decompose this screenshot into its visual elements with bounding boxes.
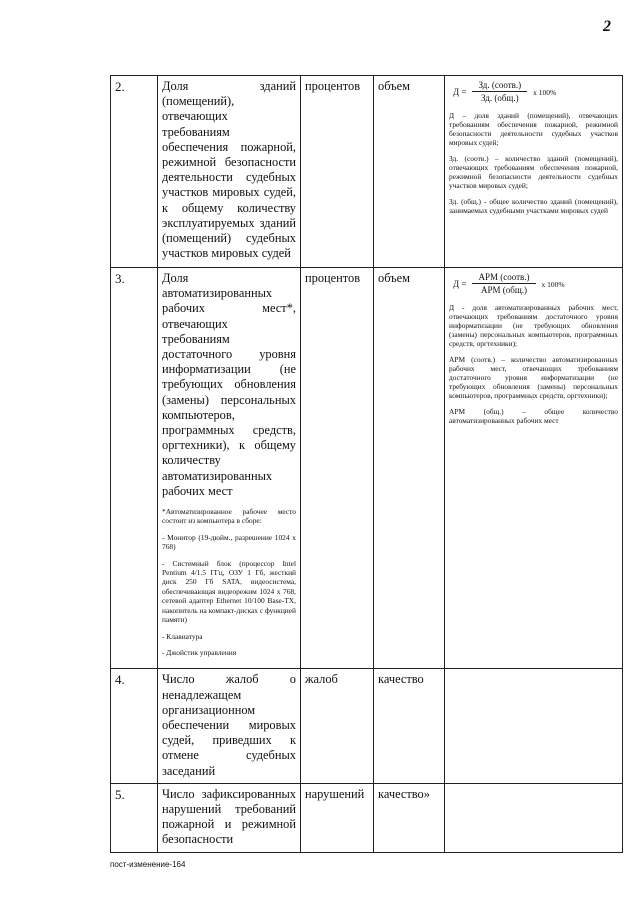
indicator-name-cell bbox=[158, 268, 301, 669]
formula-numerator: Зд. (соотв.) bbox=[472, 81, 527, 92]
footnote-line: - Монитор (19-дюйм., разрешение 1024 х 768) bbox=[162, 532, 296, 552]
calculation-method bbox=[445, 669, 623, 783]
page-number: 2 bbox=[603, 18, 611, 35]
calculation-method bbox=[445, 783, 623, 852]
footnote-line: - Клавиатура bbox=[162, 631, 203, 641]
unit-of-measure: жалоб bbox=[301, 669, 374, 783]
indicator-name: Число жалоб о ненадлежащем организационном обеспечении мировых судей, приведших к отмене судебных заседаний bbox=[158, 669, 301, 783]
footnote-line: - Системный блок (процессор Intel Pentium 4/1.5 ГГц, ОЗУ 1 Гб, жесткий диск 250 Гб SATA, видеосистема, обеспечивающая видеорежим 1024 х 768, сетевой адаптер Ethernet 10/100 Base-TX, накопитель на компакт-дисках с функцией памяти) bbox=[162, 558, 296, 625]
indicator-type: объем bbox=[374, 268, 445, 669]
footnote-line: - Джойстик управления bbox=[162, 647, 237, 657]
table-row bbox=[111, 76, 623, 268]
formula-numerator: АРМ (соотв.) bbox=[472, 273, 535, 284]
formula-denominator: АРМ (общ.) bbox=[480, 285, 527, 295]
indicator-name: Доля зданий (помещений), отвечающих требованиям обеспечения пожарной, режимной безопасности деятельности судебных участков мировых судей, к общему количеству эксплуатируемых зданий (помещений) судебных участков мировых судей bbox=[158, 76, 301, 268]
indicator-name: Число зафиксированных нарушений требований пожарной и режимной безопасности bbox=[158, 783, 301, 852]
formula-multiplier: х 100% bbox=[533, 87, 557, 97]
unit-of-measure: нарушений bbox=[301, 783, 374, 852]
footnote bbox=[162, 507, 296, 657]
table-row bbox=[111, 783, 623, 852]
formula-lhs: Д = bbox=[453, 278, 467, 289]
table-row bbox=[111, 268, 623, 669]
formula-fraction bbox=[472, 81, 527, 103]
method-paragraph: Д – доля зданий (помещений), отвечающих требованиям обеспечения пожарной, режимной безопасности деятельности судебных участков мировых судей; bbox=[449, 111, 618, 147]
method-paragraph: Зд. (общ.) - общее количество зданий (помещений), занимаемых судебными участками мировых судей bbox=[449, 197, 618, 215]
formula-fraction bbox=[472, 273, 535, 295]
method-paragraph: АРМ (соотв.) – количество автоматизированных рабочих мест, отвечающих требованиям достаточного уровня информатизации (не требующих обновления (замены) персональных компьютеров, программных средств, оргтехники); bbox=[449, 355, 618, 400]
indicator-type: объем bbox=[374, 76, 445, 268]
unit-of-measure: процентов bbox=[301, 268, 374, 669]
row-number: 4. bbox=[111, 669, 158, 783]
formula bbox=[453, 81, 618, 103]
indicator-type: качество» bbox=[374, 783, 445, 852]
formula-lhs: Д = bbox=[453, 86, 467, 97]
method-paragraph: Зд. (соотв.) – количество зданий (помещений), отвечающих требованиям обеспечения пожарной, режимной безопасности деятельности судебных участков мировых судей; bbox=[449, 154, 618, 190]
calculation-method bbox=[445, 268, 623, 669]
calculation-method bbox=[445, 76, 623, 268]
indicator-name: Доля автоматизированных рабочих мест*, отвечающих требованиям достаточного уровня информатизации (не требующих обновления (замены) персональных компьютеров, программных средств, оргтехники), к общему количеству автоматизированных рабочих мест bbox=[162, 271, 296, 498]
unit-of-measure: процентов bbox=[301, 76, 374, 268]
method-paragraph: Д - доля автоматизированных рабочих мест, отвечающих требованиям достаточного уровня информатизации (не требующих обновления (замены) персональных компьютеров, программных средств, оргтехники); bbox=[449, 303, 618, 348]
row-number: 5. bbox=[111, 783, 158, 852]
table-row bbox=[111, 669, 623, 783]
formula-denominator: Зд. (общ.) bbox=[480, 93, 519, 103]
footer-doc-code: пост-изменение-164 bbox=[110, 860, 186, 869]
footnote-line: *Автоматизированное рабочее место состоит из компьютера в сборе: bbox=[162, 507, 296, 526]
indicators-table bbox=[110, 75, 623, 853]
row-number: 2. bbox=[111, 76, 158, 268]
formula bbox=[453, 273, 618, 295]
row-number: 3. bbox=[111, 268, 158, 669]
method-paragraph: АРМ (общ.) – общее количество автоматизированных рабочих мест bbox=[449, 407, 618, 425]
indicator-type: качество bbox=[374, 669, 445, 783]
formula-multiplier: х 100% bbox=[541, 279, 565, 289]
